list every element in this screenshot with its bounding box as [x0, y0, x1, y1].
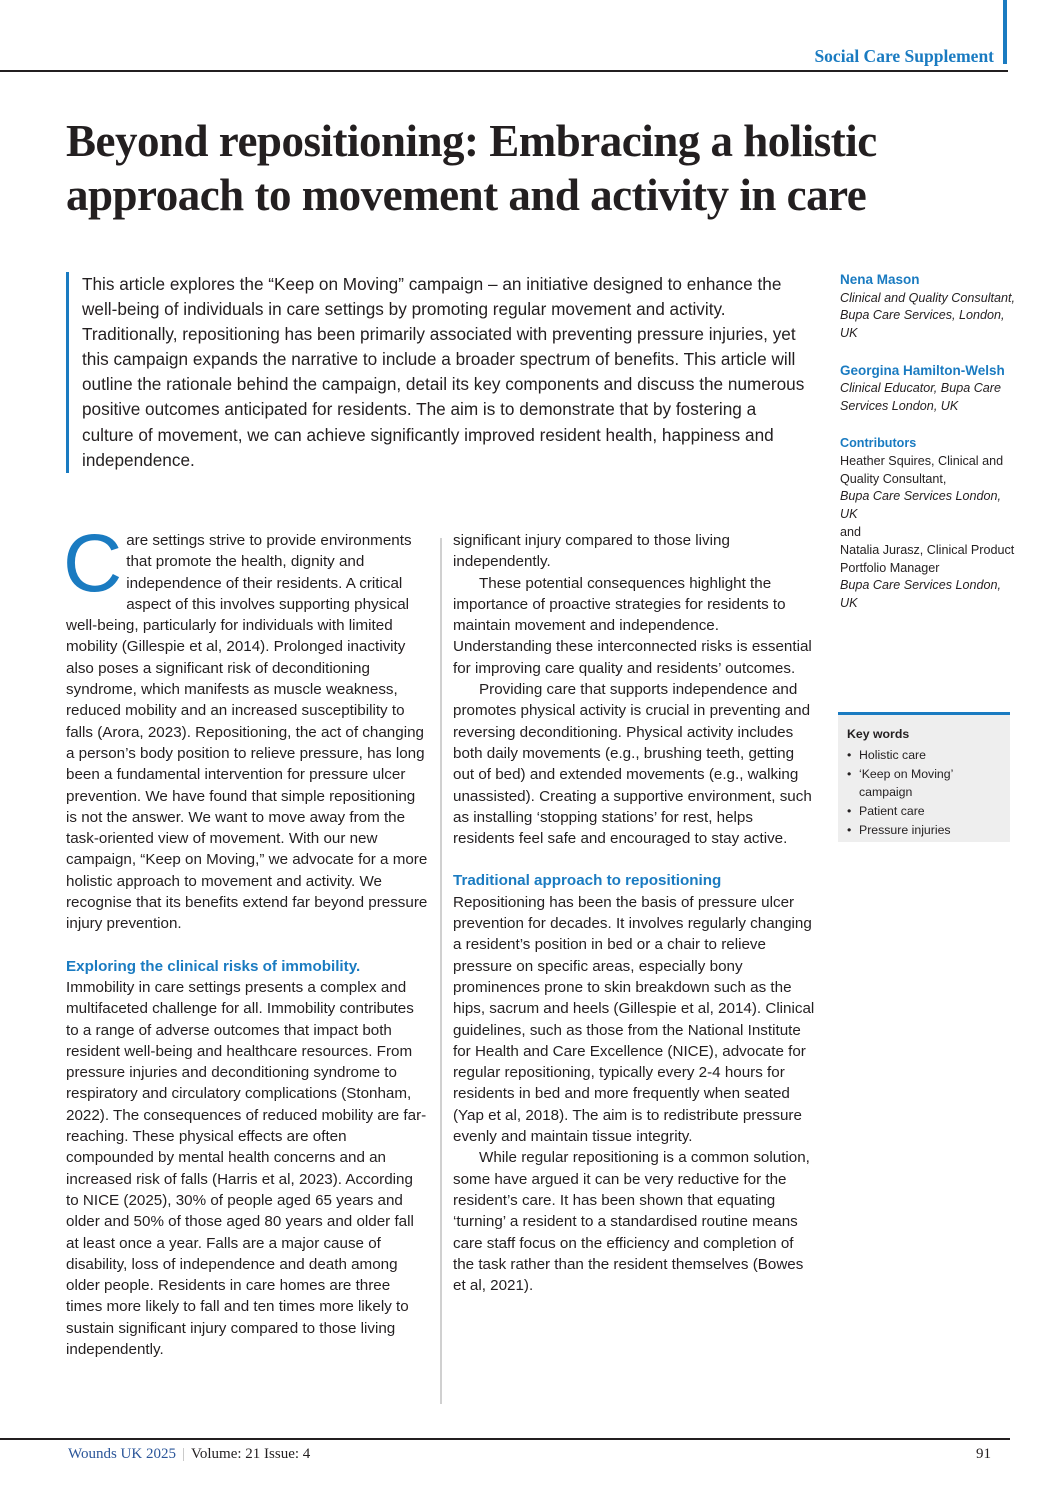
drop-cap: C: [63, 518, 123, 609]
author-affiliation: Clinical and Quality Consultant, Bupa Care Services, London, UK: [840, 290, 1016, 341]
author-name: Georgina Hamilton-Welsh: [840, 362, 1005, 378]
keyword-item: [847, 802, 1001, 821]
section-heading: Exploring the clinical risks of immobility.: [66, 957, 361, 975]
contributor-2-role: Natalia Jurasz, Clinical Product Portfolio Manager: [840, 542, 1015, 575]
body-column-1: [63, 518, 428, 1380]
bullet-icon: •: [847, 766, 852, 781]
keywords-box: [838, 712, 1010, 842]
keyword-text: Holistic care: [859, 747, 926, 762]
body-paragraph: These potential consequences highlight the importance of proactive strategies for residents to maintain movement and independence. Understanding these interconnected risks is essential for improving care quality and residents’ outcomes.: [453, 574, 812, 677]
paragraph-text: are settings strive to provide environments that promote the health, dignity and independence of their residents. A critical aspect of this involves supporting physical well-being, particularly for individuals with limited mobility (Gillespie et al, 2014). Prolonged inactivity also poses a significant risk of deconditioning syndrome, which manifests as muscle weakness, reduced mobility and an increased susceptibility to falls (Arora, 2023). Repositioning, the act of changing a person’s body position to relieve pressure, has long been a fundamental intervention for pressure ulcer prevention. We have found that simple repositioning is not the answer. We want to move away from the task-oriented view of movement. With our new campaign, “Keep on Moving,” we advocate for a more holistic approach to movement and activity. We recognise that its benefits extend far beyond pressure injury prevention.: [66, 532, 428, 933]
article-title: Beyond repositioning: Embracing a holistic approach to movement and activity in care: [66, 116, 877, 220]
header-rule: [0, 70, 1008, 72]
footer-citation: [68, 1446, 310, 1463]
author-name: Nena Mason: [840, 272, 920, 287]
author-sidebar: [840, 271, 1015, 613]
journal-name: Wounds UK 2025: [68, 1446, 176, 1462]
column-divider: [440, 538, 442, 1404]
footer-separator: |: [181, 1446, 185, 1462]
contributor-1-role: Heather Squires, Clinical and Quality Consultant,: [840, 453, 1004, 486]
contributors-and: and: [840, 524, 862, 539]
contributor-1-org: Bupa Care Services London, UK: [840, 489, 1002, 522]
keyword-item: [847, 746, 1001, 765]
body-paragraph: Immobility in care settings presents a complex and multifaceted challenge for all. Immobility contributes to a range of adverse outcomes that impact both resident well-being and healthcare resources. From pressure injuries and deconditioning syndrome to respiratory and circulatory complications (Stonham, 2022). The consequences of reduced mobility are far-reaching. These physical effects are often compounded by mental health concerns and an increased risk of falls (Harris et al, 2023). According to NICE (2025), 30% of people aged 65 years and older and 50% of those aged 80 years and older fall at least once a year. Falls are a major cause of disability, loss of independence and death among older people. Residents in care homes are three times more likely to fall and ten times more likely to sustain significant injury compared to those living independently.: [66, 978, 427, 1358]
bullet-icon: •: [847, 804, 852, 819]
author-affiliation: Clinical Educator, Bupa Care Services London, UK: [840, 381, 1002, 414]
body-column-2: [453, 530, 817, 1296]
abstract-text: This article explores the “Keep on Moving” campaign – an initiative designed to enhance the well-being of individuals in care settings by promoting regular movement and activity. Traditionally, repositioning has been primarily associated with preventing pressure injuries, yet this campaign expands the narrative to include a broader spectrum of benefits. This article will outline the rationale behind the campaign, detail its key components and discuss the numerous positive outcomes anticipated for residents. The aim is to demonstrate that by fostering a culture of movement, we can achieve significantly improved resident health, happiness and independence.: [82, 274, 805, 470]
body-paragraph: Providing care that supports independence and promotes physical activity is crucial in preventing and reversing deconditioning. Physical activity includes both daily movements (e.g., brushing teeth, getting out of bed) and extended movements (e.g., walking unassisted). Creating a supportive environment, such as installing ‘stopping stations’ for rest, helps residents feel safe and encouraged to stay active.: [453, 681, 812, 848]
section-heading: Traditional approach to repositioning: [453, 872, 722, 890]
body-paragraph-continued: significant injury compared to those living independently.: [453, 532, 730, 571]
supplement-label: Social Care Supplement: [814, 46, 994, 66]
volume-issue: Volume: 21 Issue: 4: [190, 1446, 311, 1462]
bullet-icon: •: [847, 822, 852, 837]
body-paragraph: [63, 518, 428, 935]
keyword-text: ‘Keep on Moving’ campaign: [859, 766, 953, 800]
contributors: [840, 435, 1015, 613]
header-accent-bar: [1003, 0, 1007, 64]
page-number: 91: [976, 1446, 991, 1462]
author-1: [840, 271, 1015, 343]
keyword-item: [847, 821, 1001, 840]
footer-rule: [0, 1438, 1010, 1440]
keyword-text: Patient care: [859, 804, 925, 819]
body-paragraph: While regular repositioning is a common solution, some have argued it can be very reductive for the resident’s care. It has been shown that equating ‘turning’ a resident to a standardised routine means care staff focus on the efficiency and completion of the task rather than the resident themselves (Bowes et al, 2021).: [453, 1149, 810, 1295]
body-paragraph: Repositioning has been the basis of pressure ulcer prevention for decades. It involves regularly changing a resident’s position in bed or a chair to relieve pressure on specific areas, especially bony prominences prone to skin breakdown such as the hips, sacrum and heels (Gillespie et al, 2014). Clinical guidelines, such as those from the National Institute for Health and Care Excellence (NICE), advocate for regular repositioning, typically every 2-4 hours for residents in bed and more frequently when seated (Yap et al, 2018). The aim is to redistribute pressure evenly and maintain tissue integrity.: [453, 893, 815, 1146]
author-2: [840, 362, 1015, 416]
keyword-text: Pressure injuries: [859, 822, 951, 837]
contributors-heading: Contributors: [840, 435, 917, 450]
contributor-2-org: Bupa Care Services London, UK: [840, 578, 1002, 611]
keywords-title: Key words: [847, 727, 910, 741]
bullet-icon: •: [847, 747, 852, 762]
keyword-item: [847, 765, 1001, 803]
abstract: [66, 272, 812, 473]
